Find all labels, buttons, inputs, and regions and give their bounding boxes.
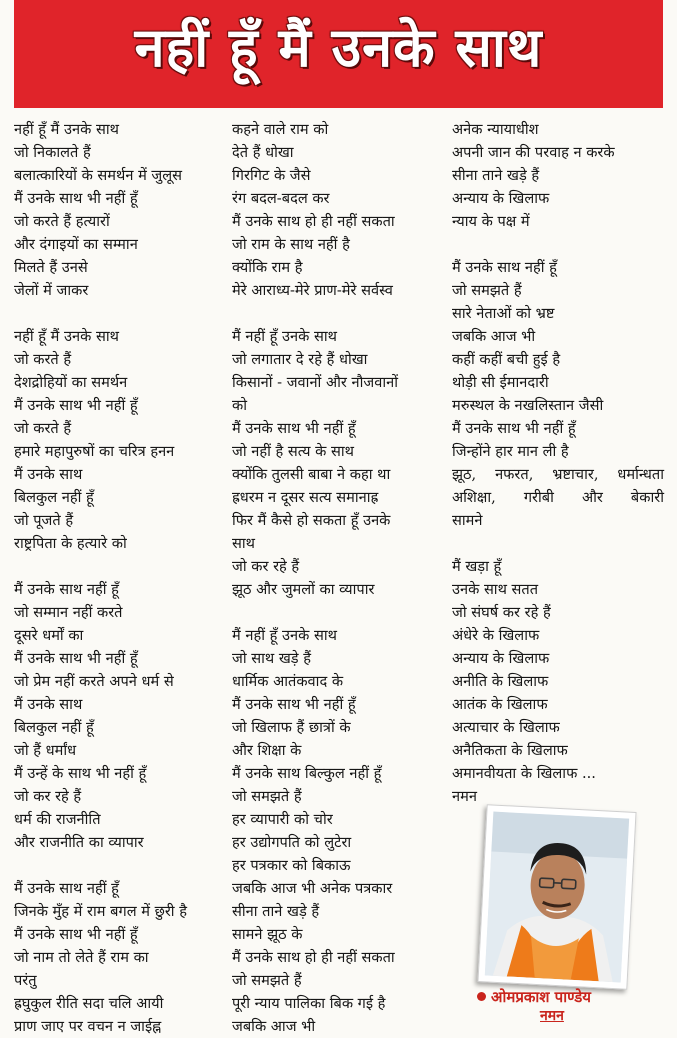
- poem-line: मैं उन्हें के साथ भी नहीं हूँ: [14, 762, 224, 785]
- poem-line: थोड़ी सी ईमानदारी: [452, 371, 664, 394]
- poem-line: जो समझते हैं: [232, 969, 452, 992]
- poem-word: अशिक्षा,: [452, 486, 496, 509]
- poem-line: परंतु: [14, 969, 224, 992]
- poem-line: हमारे महापुरुषों का चरित्र हनन: [14, 440, 224, 463]
- poem-line: अनेक न्यायाधीश: [452, 118, 664, 141]
- poem-line: अनीति के खिलाफ: [452, 670, 664, 693]
- poem-line: [232, 302, 452, 325]
- poem-line: [14, 555, 224, 578]
- poem-line: और दंगाइयों का सम्मान: [14, 233, 224, 256]
- poem-line: मैं नहीं हूँ उनके साथ: [232, 624, 452, 647]
- poem-line: क्योंकि राम है: [232, 256, 452, 279]
- poem-line: जो कर रहे हैं: [232, 555, 452, 578]
- poem-line: जेलों में जाकर: [14, 279, 224, 302]
- poem-line: [232, 601, 452, 624]
- poem-line: धार्मिक आतंकवाद के: [232, 670, 452, 693]
- poem-line: धर्म की राजनीति: [14, 808, 224, 831]
- poem-line: जो प्रेम नहीं करते अपने धर्म से: [14, 670, 224, 693]
- poem-line: जो नहीं है सत्य के साथ: [232, 440, 452, 463]
- poem-word: बेकारी: [631, 486, 664, 509]
- poem-column-1: [14, 118, 224, 1038]
- poem-line: अमानवीयता के खिलाफ ...: [452, 762, 664, 785]
- poem-line: नहीं हूँ मैं उनके साथ: [14, 325, 224, 348]
- poem-line: मैं उनके साथ भी नहीं हूँ: [14, 394, 224, 417]
- poem-line: मैं उनके साथ हो ही नहीं सकता: [232, 210, 452, 233]
- poem-line: जो राम के साथ नहीं है: [232, 233, 452, 256]
- poem-line: अपनी जान की परवाह न करके: [452, 141, 664, 164]
- poem-line: सारे नेताओं को भ्रष्ट: [452, 302, 664, 325]
- author-photo-icon: [485, 812, 629, 983]
- poem-line: कहीं कहीं बची हुई है: [452, 348, 664, 371]
- poem-line: दूसरे धर्मों का: [14, 624, 224, 647]
- poem-line: हर पत्रकार को बिकाऊ: [232, 854, 452, 877]
- poem-line: [452, 532, 664, 555]
- author-photo: [485, 812, 629, 983]
- poem-line: अत्याचार के खिलाफ: [452, 716, 664, 739]
- poem-line: मैं खड़ा हूँ: [452, 555, 664, 578]
- poem-line: उनके साथ सतत: [452, 578, 664, 601]
- poem-line: [452, 463, 664, 486]
- poem-column-3: [452, 118, 664, 808]
- poem-line: जिनके मुँह में राम बगल में छुरी है: [14, 900, 224, 923]
- poem-line: रंग बदल-बदल कर: [232, 187, 452, 210]
- poem-word: और: [582, 486, 603, 509]
- poem-line: मरुस्थल के नखलिस्तान जैसी: [452, 394, 664, 417]
- poem-line: को: [232, 394, 452, 417]
- poem-line: गिरगिट के जैसे: [232, 164, 452, 187]
- poem-line: अन्याय के खिलाफ: [452, 647, 664, 670]
- poem-line: जो हैं धर्मांध: [14, 739, 224, 762]
- poem-line: जो कर रहे हैं: [14, 785, 224, 808]
- poem-line: जो खिलाफ हैं छात्रों के: [232, 716, 452, 739]
- poem-line: जो करते हैं हत्यारों: [14, 210, 224, 233]
- poem-line: हर व्यापारी को चोर: [232, 808, 452, 831]
- poem-word: गरीबी: [524, 486, 554, 509]
- poem-line: मैं उनके साथ हो ही नहीं सकता: [232, 946, 452, 969]
- author-photo-frame: [477, 804, 636, 990]
- poem-line: अन्याय के खिलाफ: [452, 187, 664, 210]
- poem-line: सामने झूठ के: [232, 923, 452, 946]
- poem-line: मैं उनके साथ नहीं हूँ: [14, 877, 224, 900]
- poem-line: फिर मैं कैसे हो सकता हूँ उनके: [232, 509, 452, 532]
- poem-word: धर्मान्धता: [617, 463, 664, 486]
- poem-line: जो सम्मान नहीं करते: [14, 601, 224, 624]
- poem-line: मेरे आराध्य-मेरे प्राण-मेरे सर्वस्व: [232, 279, 452, 302]
- poem-line: प्राण जाए पर वचन न जाईह्न: [14, 1015, 224, 1038]
- poem-line: जो समझते हैं: [232, 785, 452, 808]
- poem-line: मैं उनके साथ भी नहीं हूँ: [232, 417, 452, 440]
- poem-line: मैं उनके साथ नहीं हूँ: [14, 578, 224, 601]
- poem-line: मिलते हैं उनसे: [14, 256, 224, 279]
- poem-line: झूठ और जुमलों का व्यापार: [232, 578, 452, 601]
- poem-line: जबकि आज भी: [232, 1015, 452, 1038]
- poem-line: राष्ट्रपिता के हत्यारे को: [14, 532, 224, 555]
- poem-line: साथ: [232, 532, 452, 555]
- poem-line: देते हैं धोखा: [232, 141, 452, 164]
- poem-line: सीना ताने खड़े हैं: [232, 900, 452, 923]
- poem-line: नमन: [452, 785, 664, 808]
- poem-line: मैं उनके साथ बिल्कुल नहीं हूँ: [232, 762, 452, 785]
- poem-line: ह्रघुकुल रीति सदा चलि आयी: [14, 992, 224, 1015]
- poem-line: ह्रधरम न दूसर सत्य समानाह्र: [232, 486, 452, 509]
- poem-line: जबकि आज भी अनेक पत्रकार: [232, 877, 452, 900]
- poem-word: भ्रष्टाचार,: [552, 463, 598, 486]
- poem-line: अनैतिकता के खिलाफ: [452, 739, 664, 762]
- poem-line: मैं उनके साथ भी नहीं हूँ: [14, 647, 224, 670]
- poem-line: बिलकुल नहीं हूँ: [14, 716, 224, 739]
- poem-line: बिलकुल नहीं हूँ: [14, 486, 224, 509]
- poem-line: मैं उनके साथ भी नहीं हूँ: [232, 693, 452, 716]
- poem-line: मैं नहीं हूँ उनके साथ: [232, 325, 452, 348]
- poem-line: बलात्कारियों के समर्थन में जुलूस: [14, 164, 224, 187]
- poem-line: मैं उनके साथ भी नहीं हूँ: [452, 417, 664, 440]
- poem-line: जो नाम तो लेते हैं राम का: [14, 946, 224, 969]
- poem-line: जो पूजते हैं: [14, 509, 224, 532]
- poem-line: जो संघर्ष कर रहे हैं: [452, 601, 664, 624]
- poem-line: हर उद्योगपति को लुटेरा: [232, 831, 452, 854]
- poem-line: मैं उनके साथ: [14, 463, 224, 486]
- poem-line: देशद्रोहियों का समर्थन: [14, 371, 224, 394]
- poem-line: मैं उनके साथ भी नहीं हूँ: [14, 187, 224, 210]
- poem-line: जो समझते हैं: [452, 279, 664, 302]
- poem-line: सीना ताने खड़े हैं: [452, 164, 664, 187]
- poem-line: जो करते हैं: [14, 348, 224, 371]
- poem-line: सामने: [452, 509, 664, 532]
- poem-line: क्योंकि तुलसी बाबा ने कहा था: [232, 463, 452, 486]
- poem-line: [452, 233, 664, 256]
- author-byline: [477, 986, 667, 1008]
- poem-line: किसानों - जवानों और नौजवानों: [232, 371, 452, 394]
- poem-line: और शिक्षा के: [232, 739, 452, 762]
- poem-line: जो निकालते हैं: [14, 141, 224, 164]
- poem-line: पूरी न्याय पालिका बिक गई है: [232, 992, 452, 1015]
- poem-line: जिन्होंने हार मान ली है: [452, 440, 664, 463]
- author-name: ओमप्रकाश पाण्डेय: [491, 988, 591, 1006]
- page-title: नहीं हूँ मैं उनके साथ: [14, 8, 663, 88]
- poem-word: झूठ,: [452, 463, 476, 486]
- poem-word: नफरत,: [495, 463, 533, 486]
- poem-line: जो लगातार दे रहे हैं धोखा: [232, 348, 452, 371]
- poem-line: अंधेरे के खिलाफ: [452, 624, 664, 647]
- poem-line: मैं उनके साथ नहीं हूँ: [452, 256, 664, 279]
- poem-line: मैं उनके साथ: [14, 693, 224, 716]
- poem-line: जबकि आज भी: [452, 325, 664, 348]
- poem-line: न्याय के पक्ष में: [452, 210, 664, 233]
- poem-line: [14, 302, 224, 325]
- bullet-icon: [477, 992, 486, 1001]
- poem-column-2: [232, 118, 452, 1038]
- poem-line: और राजनीति का व्यापार: [14, 831, 224, 854]
- author-sub: नमन: [540, 1008, 564, 1025]
- title-banner: [14, 0, 663, 108]
- poem-line: जो साथ खड़े हैं: [232, 647, 452, 670]
- poem-line: कहने वाले राम को: [232, 118, 452, 141]
- poem-line: आतंक के खिलाफ: [452, 693, 664, 716]
- poem-line: नहीं हूँ मैं उनके साथ: [14, 118, 224, 141]
- poem-line: जो करते हैं: [14, 417, 224, 440]
- poem-line: [452, 486, 664, 509]
- poem-line: [14, 854, 224, 877]
- poem-line: मैं उनके साथ भी नहीं हूँ: [14, 923, 224, 946]
